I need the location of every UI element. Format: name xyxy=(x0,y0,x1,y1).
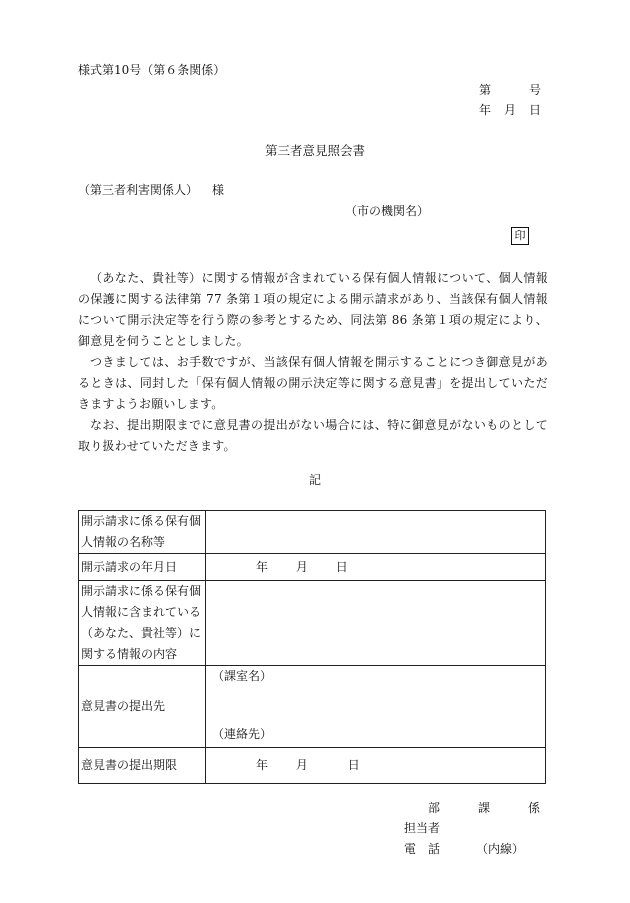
table-row xyxy=(79,581,546,666)
form-number: 様式第10号（第６条関係） xyxy=(78,63,226,77)
value-cell-document-name xyxy=(206,511,546,554)
footer-tantousha: 担当者 xyxy=(404,821,441,835)
label-line: 人情報の名称等 xyxy=(81,535,166,549)
label-line: 人情報に含まれている xyxy=(81,605,202,619)
body-paragraph-1-text: （あなた、貴社等）に関する情報が含まれている保有個人情報について、個人情報の保護に関する法律第 77 条第１項の規定による開示請求があり、当該保有個人情報について開示決定等を行う際の参考とするため、同法第 86 条第１項の規定により、御意見を伺うこととしました。 xyxy=(78,271,548,348)
date-year: 年 xyxy=(256,559,269,574)
body-paragraph-3 xyxy=(78,415,548,457)
ref-go: 号 xyxy=(529,83,542,97)
body-paragraph-3-text: なお、提出期限までに意見書の提出がない場合には、特に御意見がないものとして取り扱わせていただきます。 xyxy=(78,418,548,453)
footer-denwa: 電 話 xyxy=(404,842,441,856)
request-info-table xyxy=(78,510,546,784)
value-cell-submission-destination xyxy=(206,666,546,748)
label-cell-submission-deadline: 意見書の提出期限 xyxy=(79,748,206,784)
label-cell-info-content xyxy=(79,581,206,666)
ref-year: 年 xyxy=(479,103,492,117)
footer-bu: 部 xyxy=(428,801,441,815)
dept-label: （課室名） xyxy=(212,669,273,683)
ref-day: 日 xyxy=(529,103,542,117)
ki-heading: 記 xyxy=(309,473,322,487)
table-row xyxy=(79,748,546,784)
date-month: 月 xyxy=(295,559,308,574)
table-row xyxy=(79,554,546,581)
label-cell-document-name xyxy=(79,511,206,554)
addressee-name: （第三者利害関係人） xyxy=(78,183,199,197)
footer-kakari: 係 xyxy=(528,801,541,815)
label-cell-submission-destination: 意見書の提出先 xyxy=(79,666,206,748)
sender-agency: （市の機関名） xyxy=(345,204,430,218)
value-cell-info-content xyxy=(206,581,546,666)
table-row xyxy=(79,666,546,748)
footer-naisen: （内線） xyxy=(476,842,525,856)
value-cell-request-date xyxy=(206,554,546,581)
date-day: 日 xyxy=(347,758,360,772)
seal-mark: 印 xyxy=(511,227,529,245)
document-title: 第三者意見照会書 xyxy=(265,143,366,158)
label-line: 関する情報の内容 xyxy=(81,647,178,661)
body-paragraph-2 xyxy=(78,352,548,415)
label-line: 開示請求に係る保有個 xyxy=(81,514,202,528)
table-row xyxy=(79,511,546,554)
body-paragraph-1 xyxy=(78,268,548,352)
label-cell-request-date: 開示請求の年月日 xyxy=(79,554,206,581)
date-year: 年 xyxy=(256,758,269,772)
ref-month: 月 xyxy=(504,103,517,117)
date-day: 日 xyxy=(335,559,348,574)
date-month: 月 xyxy=(295,758,308,772)
ref-dai: 第 xyxy=(479,83,492,97)
label-line: （あなた、貴社等）に xyxy=(81,626,202,640)
value-cell-submission-deadline xyxy=(206,748,546,784)
label-line: 開示請求に係る保有個 xyxy=(81,584,202,598)
contact-label: （連絡先） xyxy=(212,727,273,741)
addressee-honorific: 様 xyxy=(212,183,225,197)
body-paragraph-2-text: つきましては、お手数ですが、当該保有個人情報を開示することにつき御意見があるときは、同封した「保有個人情報の開示決定等に関する意見書」を提出していただきますようお願いします。 xyxy=(78,355,548,411)
footer-ka: 課 xyxy=(478,801,491,815)
